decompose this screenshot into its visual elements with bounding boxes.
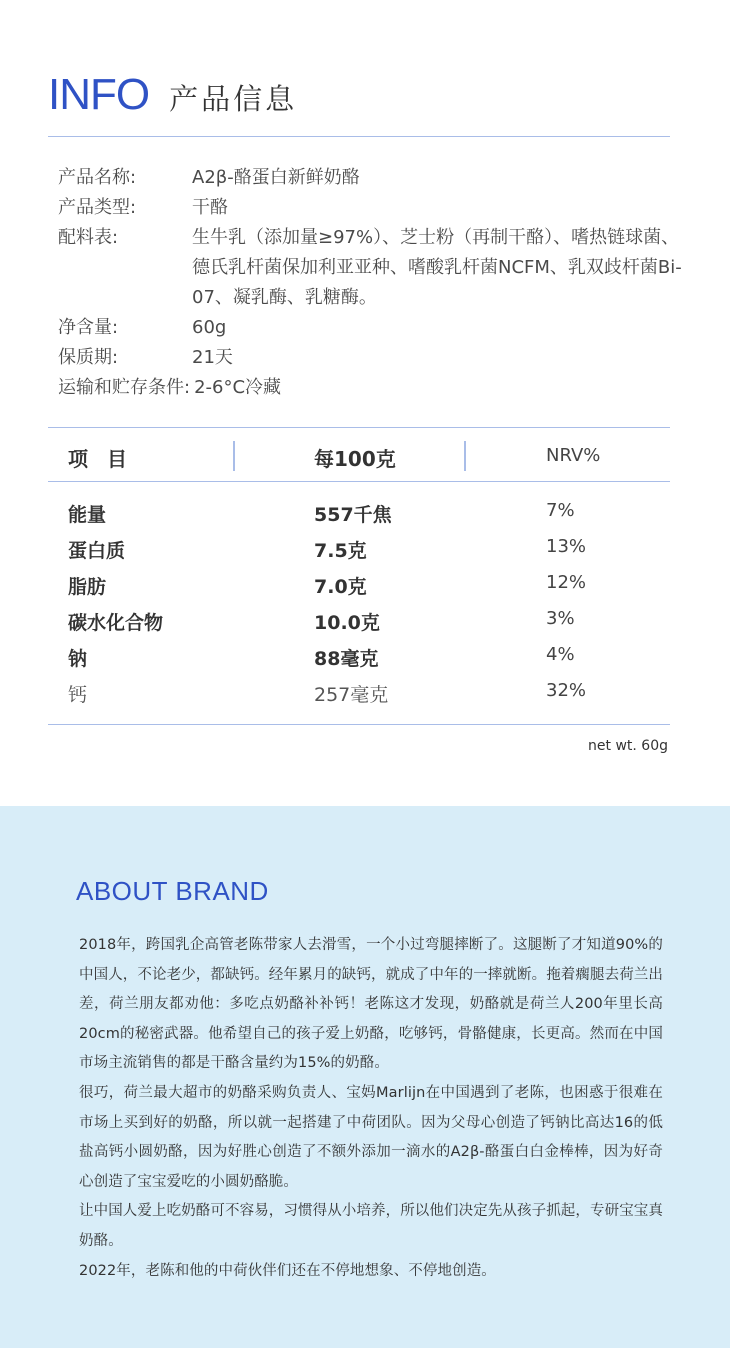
spec-value: A2β-酪蛋白新鲜奶酪 [192,167,360,188]
nutrient-name: 能量 [68,504,107,526]
nutrient-amount: 7.5克 [314,540,367,562]
spec-row-shelf-life [58,343,688,373]
table-header-border [48,481,670,482]
nutrient-name: 蛋白质 [68,540,126,562]
nutrient-nrv: 13% [546,536,587,557]
nutrient-name: 钙 [68,684,88,706]
about-brand-section [0,806,730,1348]
table-row [68,496,668,532]
spec-row-type [58,193,688,223]
nutrient-nrv: 3% [546,608,575,629]
spec-row-net-content [58,313,688,343]
nutrient-name: 钠 [68,648,88,670]
nutrient-name: 脂肪 [68,576,107,598]
spec-value: 干酪 [192,197,228,218]
nutrient-nrv: 7% [546,500,575,521]
spec-list [58,163,688,403]
spec-label: 产品名称: [58,167,137,188]
table-row [68,568,668,604]
nutrient-name: 碳水化合物 [68,612,164,634]
net-weight-label: net wt. 60g [588,738,668,754]
brand-paragraph: 很巧，荷兰最大超市的奶酪采购负责人、宝妈Marlijn在中国遇到了老陈，也困惑于很难在市场上买到好的奶酪，所以就一起搭建了中荷团队。因为父母心创造了钙钠比高达16的低盐高钙小圆奶酪，因为好胜心创造了不额外添加一滴水的A2β-酪蛋白白金棒棒，因为好奇心创造了宝宝爱吃的小圆奶酪脆。 [79,1084,663,1190]
brand-paragraph: 2022年，老陈和他的中荷伙伴们还在不停地想象、不停地创造。 [79,1262,496,1279]
nutrient-nrv: 4% [546,644,575,665]
table-row [68,532,668,568]
nutrition-table-header [50,441,670,471]
table-row [68,604,668,640]
nutrient-nrv: 12% [546,572,587,593]
column-divider [233,441,235,471]
nutrient-amount: 557千焦 [314,504,392,526]
nutrient-amount: 7.0克 [314,576,367,598]
brand-story [79,931,663,1286]
spec-label: 运输和贮存条件: [58,377,191,398]
spec-label: 产品类型: [58,197,137,218]
spec-label: 保质期: [58,347,119,368]
header-per100: 每100克 [314,447,396,471]
spec-label: 配料表: [58,227,119,248]
info-title-en: INFO [48,70,150,119]
spec-value: 生牛乳（添加量≥97%）、芝士粉（再制干酪）、嗜热链球菌、德氏乳杆菌保加利亚亚种、嗜酸乳杆菌NCFM、乳双歧杆菌Bi-07、凝乳酶、乳糖酶。 [192,227,682,308]
column-divider [464,441,466,471]
info-title-cn: 产品信息 [169,82,298,116]
spec-value: 21天 [192,347,233,368]
nutrient-amount: 88毫克 [314,648,379,670]
spec-label: 净含量: [58,317,119,338]
spec-row-name [58,163,688,193]
brand-paragraph: 让中国人爱上吃奶酪可不容易，习惯得从小培养，所以他们决定先从孩子抓起，专研宝宝真奶酪。 [79,1203,663,1249]
table-row [68,640,668,676]
brand-paragraph: 2018年，跨国乳企高管老陈带家人去滑雪，一个小过弯腿摔断了。这腿断了才知道90%的中国人，不论老少，都缺钙。经年累月的缺钙，就成了中年的一摔就断。拖着瘸腿去荷兰出差，荷兰朋友都劝他：多吃点奶酪补补钙！老陈这才发现，奶酪就是荷兰人200年里长高20cm的秘密武器。他希望自己的孩子爱上奶酪，吃够钙，骨骼健康，长更高。然而在中国市场主流销售的都是干酪含量约为15%的奶酪。 [79,937,663,1072]
table-top-border [48,427,670,428]
spec-row-storage [58,373,688,403]
nutrient-nrv: 32% [546,680,587,701]
info-header [48,70,297,120]
spec-value: 60g [192,317,227,338]
spec-row-ingredients [58,223,688,313]
table-row [68,676,668,712]
nutrition-table-body [68,496,668,712]
spec-value: 2-6°C冷藏 [194,377,282,398]
table-bottom-border [48,724,670,725]
header-nrv: NRV% [546,445,601,466]
nutrient-amount: 257毫克 [314,684,389,706]
header-divider [48,136,670,137]
nutrient-amount: 10.0克 [314,612,380,634]
header-item: 项 目 [68,447,133,471]
brand-title: ABOUT BRAND [76,876,269,906]
